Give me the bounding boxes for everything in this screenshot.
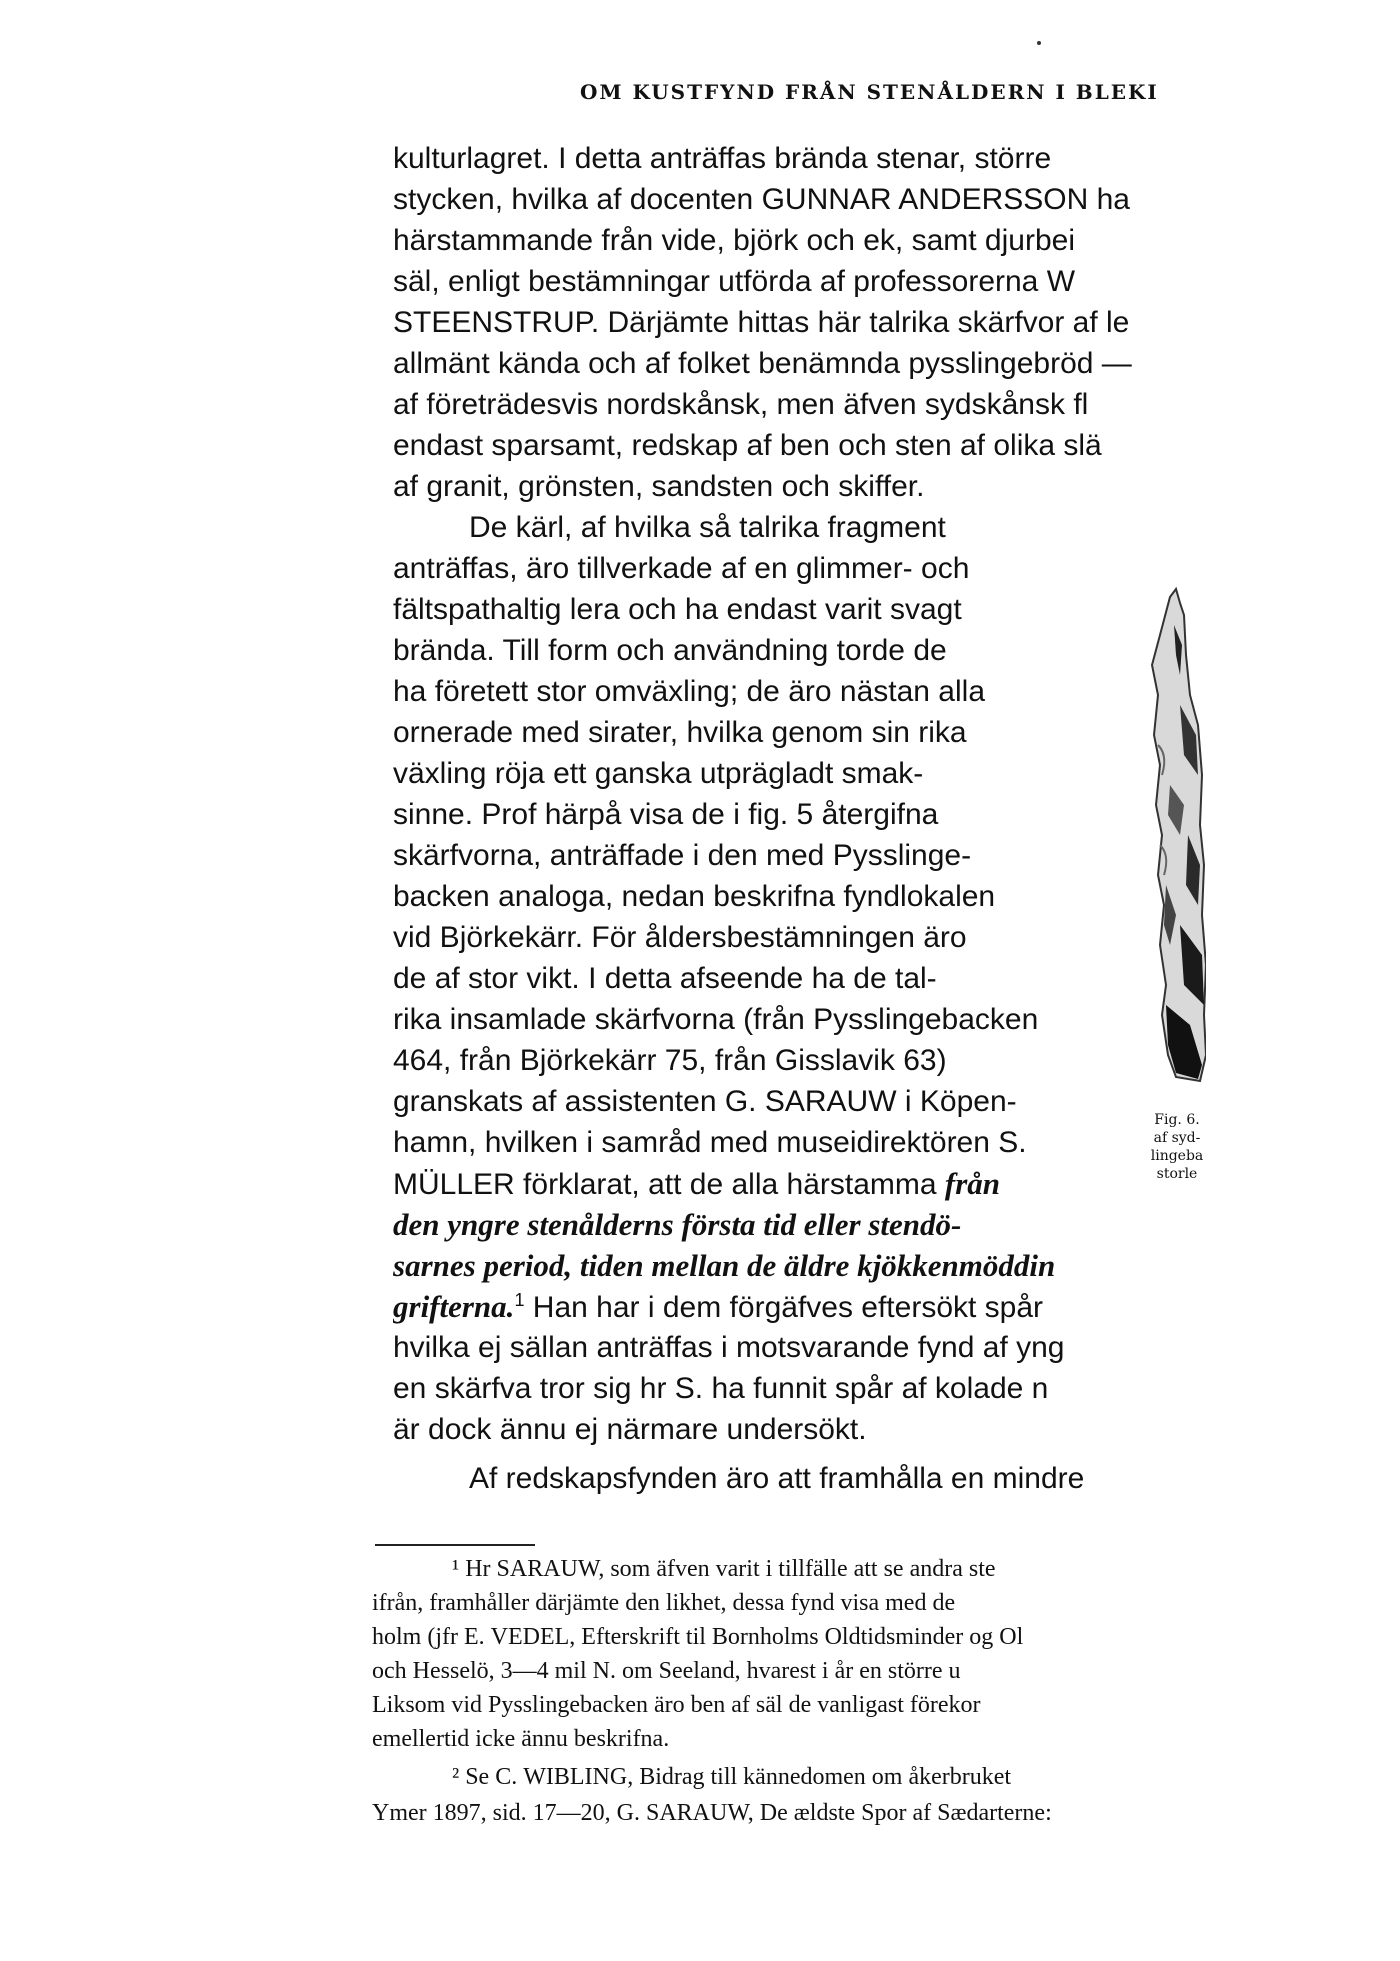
- author-name: SARAUW,: [496, 1556, 605, 1582]
- author-name: SARAUW,: [645, 1800, 754, 1826]
- paragraph-start: De kärl, af hvilka så talrika fragment: [469, 511, 946, 544]
- text-line: backen analoga, nedan beskrifna fyndlokalen: [393, 880, 996, 913]
- author-name: VEDEL,: [490, 1624, 576, 1650]
- text-line: skärfvorna, anträffade i den med Pysslinge-: [393, 839, 972, 872]
- text-line: sinne. Prof härpå visa de i fig. 5 återgifna: [393, 798, 939, 831]
- paragraph-start: Af redskapsfynden äro att framhålla en mindre: [469, 1462, 1085, 1495]
- page-speck: [1037, 41, 1041, 45]
- text-line: hamn, hvilken i samråd med museidirektören S.: [393, 1126, 1027, 1159]
- text-line: kulturlagret. I detta anträffas brända stenar, större: [393, 142, 1052, 175]
- text-line: är dock ännu ej närmare undersökt.: [393, 1413, 867, 1446]
- text-line: MÜLLER förklarat, att de alla härstamma från: [393, 1166, 1001, 1201]
- text-line: grifterna.$^1$ Han har i dem förgäfves eftersökt spår: [393, 1289, 1044, 1324]
- footnote-rule: [375, 1544, 535, 1546]
- running-header: OM KUSTFYND FRÅN STENÅLDERN I BLEKI: [580, 80, 1159, 104]
- text-line: härstammande från vide, björk och ek, samt djurbei: [393, 224, 1075, 257]
- text-line: rika insamlade skärfvorna (från Pysslingebacken: [393, 1003, 1039, 1036]
- text-line: af granit, grönsten, sandsten och skiffer.: [393, 470, 925, 503]
- text-line: 464, från Björkekärr 75, från Gisslavik 63): [393, 1044, 947, 1077]
- footnote-line: ¹ Hr SARAUW, som äfven varit i tillfälle att se andra ste: [452, 1556, 996, 1582]
- footnote-line: emellertid icke ännu beskrifna.: [372, 1726, 670, 1752]
- figure-caption-line: af syd-: [1153, 1130, 1201, 1146]
- author-name: WIBLING,: [523, 1764, 634, 1790]
- text-line: vid Björkekärr. För åldersbestämningen äro: [393, 921, 967, 954]
- text-line: växling röja ett ganska utprägladt smak-: [393, 757, 924, 790]
- figure-caption-line: storle: [1156, 1166, 1198, 1182]
- text-line: ornerade med sirater, hvilka genom sin rika: [393, 716, 967, 749]
- text-line: en skärfva tror sig hr S. ha funnit spår af kolade n: [393, 1372, 1049, 1405]
- footnote-line: Liksom vid Pysslingebacken äro ben af säl de vanligast förekor: [372, 1692, 981, 1718]
- text-line: hvilka ej sällan anträffas i motsvarande fynd af yng: [393, 1331, 1065, 1364]
- footnote-line: Ymer 1897, sid. 17—20, G. SARAUW, De ældste Spor af Sædarterne:: [372, 1800, 1052, 1826]
- text-line: endast sparsamt, redskap af ben och sten af olika slä: [393, 429, 1102, 462]
- figure-caption-line: lingeba: [1150, 1148, 1204, 1164]
- footnote-ref[interactable]: 1: [514, 1290, 525, 1310]
- text-line: granskats af assistenten G. SARAUW i Köpen-: [393, 1085, 1017, 1118]
- author-name: STEENSTRUP.: [393, 306, 600, 339]
- footnote-line: holm (jfr E. VEDEL, Efterskrift til Bornholms Oldtidsminder og Ol: [372, 1624, 1024, 1650]
- text-line: säl, enligt bestämningar utförda af professorerna W: [393, 265, 1076, 298]
- author-name: SARAUW: [764, 1085, 897, 1118]
- footnote-marker: ²: [452, 1764, 460, 1790]
- text-line: anträffas, äro tillverkade af en glimmer- och: [393, 552, 970, 585]
- figure-caption-line: Fig. 6.: [1154, 1112, 1200, 1128]
- text-line: fältspathaltig lera och ha endast varit svagt: [393, 593, 962, 626]
- italic-line: den yngre stenålderns första tid eller stendö-: [393, 1207, 962, 1242]
- text-line: STEENSTRUP. Därjämte hittas här talrika skärfvor af le: [393, 306, 1130, 339]
- italic-line: sarnes period, tiden mellan de äldre kjökkenmöddin: [393, 1248, 1056, 1283]
- text-line: stycken, hvilka af docenten GUNNAR ANDERSSON ha: [393, 183, 1130, 216]
- text-line: de af stor vikt. I detta afseende ha de tal-: [393, 962, 937, 995]
- footnote-marker: ¹: [452, 1556, 460, 1582]
- author-name: GUNNAR ANDERSSON: [761, 183, 1089, 216]
- author-name: MÜLLER: [393, 1168, 515, 1201]
- figure-artifact-image: [1140, 585, 1206, 1085]
- footnote-line: ² Se C. WIBLING, Bidrag till kännedomen om åkerbruket: [452, 1764, 1012, 1790]
- text-line: allmänt kända och af folket benämnda pysslingebröd —: [393, 347, 1132, 380]
- text-line: ha företett stor omväxling; de äro nästan alla: [393, 675, 986, 708]
- footnote-line: ifrån, framhåller därjämte den likhet, dessa fynd visa med de: [372, 1590, 956, 1616]
- footnote-line: och Hesselö, 3—4 mil N. om Seeland, hvarest i år en större u: [372, 1658, 961, 1684]
- text-line: brända. Till form och användning torde de: [393, 634, 947, 667]
- text-line: af företrädesvis nordskånsk, men äfven sydskånsk fl: [393, 388, 1089, 421]
